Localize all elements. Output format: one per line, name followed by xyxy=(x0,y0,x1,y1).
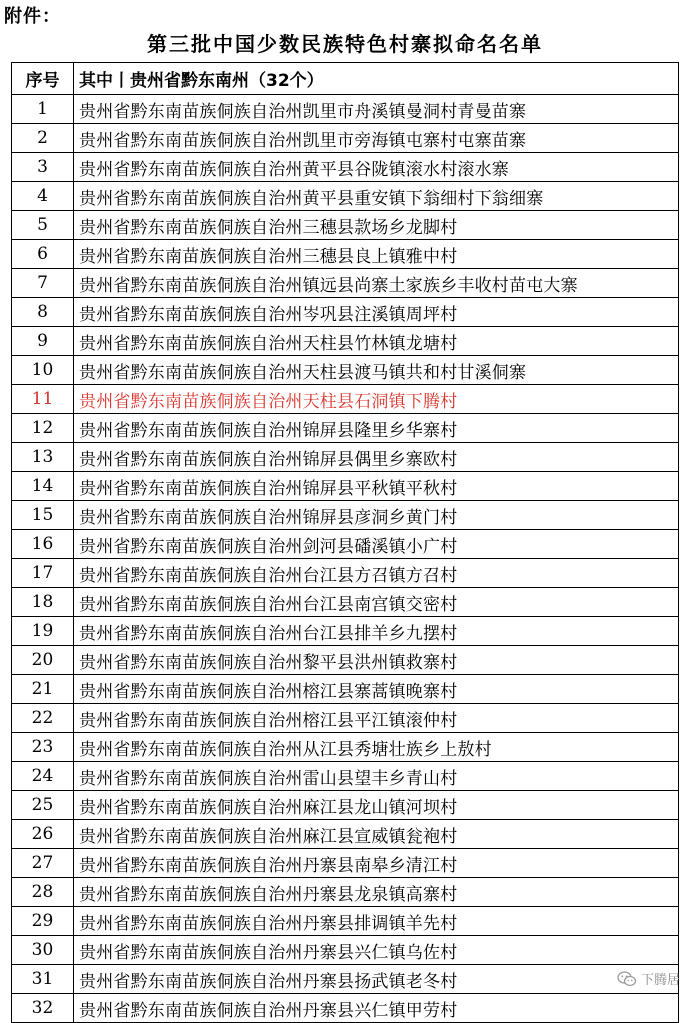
village-name: 贵州省黔东南苗族侗族自治州岑巩县注溪镇周坪村 xyxy=(74,298,679,327)
village-name: 贵州省黔东南苗族侗族自治州丹寨县兴仁镇甲劳村 xyxy=(74,994,679,1023)
table-row xyxy=(12,501,679,530)
row-number: 26 xyxy=(12,820,74,849)
column-header-number: 序号 xyxy=(12,63,74,95)
table-row xyxy=(12,124,679,153)
village-name: 贵州省黔东南苗族侗族自治州锦屏县平秋镇平秋村 xyxy=(74,472,679,501)
row-number: 25 xyxy=(12,791,74,820)
table-row xyxy=(12,791,679,820)
row-number: 20 xyxy=(12,646,74,675)
table-row xyxy=(12,675,679,704)
row-number: 23 xyxy=(12,733,74,762)
row-number: 30 xyxy=(12,936,74,965)
table-row xyxy=(12,530,679,559)
table-row xyxy=(12,994,679,1023)
table-row xyxy=(12,704,679,733)
table-row xyxy=(12,472,679,501)
table-row xyxy=(12,878,679,907)
village-name: 贵州省黔东南苗族侗族自治州台江县排羊乡九摆村 xyxy=(74,617,679,646)
table-row xyxy=(12,733,679,762)
table-row xyxy=(12,356,679,385)
table-row xyxy=(12,588,679,617)
row-number: 24 xyxy=(12,762,74,791)
table-row xyxy=(12,327,679,356)
table-row xyxy=(12,646,679,675)
village-name: 贵州省黔东南苗族侗族自治州榕江县平江镇滚仲村 xyxy=(74,704,679,733)
row-number: 29 xyxy=(12,907,74,936)
table-row xyxy=(12,849,679,878)
row-number: 11 xyxy=(12,385,74,414)
village-name: 贵州省黔东南苗族侗族自治州凯里市舟溪镇曼洞村青曼苗寨 xyxy=(74,95,679,124)
village-name: 贵州省黔东南苗族侗族自治州三穗县款场乡龙脚村 xyxy=(74,211,679,240)
row-number: 9 xyxy=(12,327,74,356)
village-list-table xyxy=(11,62,679,1023)
row-number: 28 xyxy=(12,878,74,907)
table-row xyxy=(12,820,679,849)
village-name: 贵州省黔东南苗族侗族自治州锦屏县彦洞乡黄门村 xyxy=(74,501,679,530)
village-name: 贵州省黔东南苗族侗族自治州三穗县良上镇雅中村 xyxy=(74,240,679,269)
row-number: 31 xyxy=(12,965,74,994)
village-name: 贵州省黔东南苗族侗族自治州剑河县磻溪镇小广村 xyxy=(74,530,679,559)
row-number: 32 xyxy=(12,994,74,1023)
village-name: 贵州省黔东南苗族侗族自治州台江县南宫镇交密村 xyxy=(74,588,679,617)
wechat-icon xyxy=(617,971,637,987)
row-number: 4 xyxy=(12,182,74,211)
row-number: 15 xyxy=(12,501,74,530)
table-row xyxy=(12,965,679,994)
village-name: 贵州省黔东南苗族侗族自治州天柱县渡马镇共和村甘溪侗寨 xyxy=(74,356,679,385)
row-number: 18 xyxy=(12,588,74,617)
row-number: 17 xyxy=(12,559,74,588)
table-row xyxy=(12,617,679,646)
table-row xyxy=(12,907,679,936)
table-row xyxy=(12,269,679,298)
row-number: 14 xyxy=(12,472,74,501)
row-number: 12 xyxy=(12,414,74,443)
table-row xyxy=(12,95,679,124)
table-row xyxy=(12,385,679,414)
village-name: 贵州省黔东南苗族侗族自治州锦屏县偶里乡寨欧村 xyxy=(74,443,679,472)
table-row xyxy=(12,762,679,791)
watermark xyxy=(617,969,680,988)
table-row xyxy=(12,414,679,443)
row-number: 2 xyxy=(12,124,74,153)
village-name: 贵州省黔东南苗族侗族自治州丹寨县兴仁镇乌佐村 xyxy=(74,936,679,965)
table-header-row xyxy=(12,63,679,95)
village-name: 贵州省黔东南苗族侗族自治州麻江县龙山镇河坝村 xyxy=(74,791,679,820)
row-number: 6 xyxy=(12,240,74,269)
row-number: 16 xyxy=(12,530,74,559)
village-name: 贵州省黔东南苗族侗族自治州从江县秀塘壮族乡上敖村 xyxy=(74,733,679,762)
row-number: 13 xyxy=(12,443,74,472)
table-row xyxy=(12,936,679,965)
document-title: 第三批中国少数民族特色村寨拟命名名单 xyxy=(147,32,543,56)
row-number: 10 xyxy=(12,356,74,385)
village-name: 贵州省黔东南苗族侗族自治州台江县方召镇方召村 xyxy=(74,559,679,588)
table-row xyxy=(12,559,679,588)
row-number: 1 xyxy=(12,95,74,124)
village-name: 贵州省黔东南苗族侗族自治州麻江县宣威镇瓮袍村 xyxy=(74,820,679,849)
table-row xyxy=(12,153,679,182)
village-name: 贵州省黔东南苗族侗族自治州天柱县石洞镇下腾村 xyxy=(74,385,679,414)
table-row xyxy=(12,298,679,327)
table-row xyxy=(12,240,679,269)
row-number: 8 xyxy=(12,298,74,327)
village-name: 贵州省黔东南苗族侗族自治州镇远县尚寨土家族乡丰收村苗屯大寨 xyxy=(74,269,679,298)
village-name: 贵州省黔东南苗族侗族自治州榕江县寨蒿镇晚寨村 xyxy=(74,675,679,704)
row-number: 19 xyxy=(12,617,74,646)
row-number: 3 xyxy=(12,153,74,182)
table-body xyxy=(12,95,679,1023)
village-name: 贵州省黔东南苗族侗族自治州雷山县望丰乡青山村 xyxy=(74,762,679,791)
village-name: 贵州省黔东南苗族侗族自治州黎平县洪州镇救寨村 xyxy=(74,646,679,675)
village-name: 贵州省黔东南苗族侗族自治州黄平县重安镇下翁细村下翁细寨 xyxy=(74,182,679,211)
table-row xyxy=(12,443,679,472)
row-number: 21 xyxy=(12,675,74,704)
village-name: 贵州省黔东南苗族侗族自治州丹寨县排调镇羊先村 xyxy=(74,907,679,936)
row-number: 5 xyxy=(12,211,74,240)
table-row xyxy=(12,182,679,211)
village-name: 贵州省黔东南苗族侗族自治州丹寨县龙泉镇高寨村 xyxy=(74,878,679,907)
watermark-text: 下腾居 xyxy=(640,973,680,988)
village-name: 贵州省黔东南苗族侗族自治州丹寨县南皋乡清江村 xyxy=(74,849,679,878)
village-name: 贵州省黔东南苗族侗族自治州锦屏县隆里乡华寨村 xyxy=(74,414,679,443)
village-name: 贵州省黔东南苗族侗族自治州黄平县谷陇镇滚水村滚水寨 xyxy=(74,153,679,182)
village-name: 贵州省黔东南苗族侗族自治州天柱县竹林镇龙塘村 xyxy=(74,327,679,356)
village-name: 贵州省黔东南苗族侗族自治州丹寨县扬武镇老冬村 xyxy=(74,965,679,994)
row-number: 7 xyxy=(12,269,74,298)
table-row xyxy=(12,211,679,240)
row-number: 22 xyxy=(12,704,74,733)
row-number: 27 xyxy=(12,849,74,878)
attachment-label: 附件： xyxy=(4,6,61,27)
village-name: 贵州省黔东南苗族侗族自治州凯里市旁海镇屯寨村屯寨苗寨 xyxy=(74,124,679,153)
column-header-name: 其中丨贵州省黔东南州（32个） xyxy=(74,63,679,95)
